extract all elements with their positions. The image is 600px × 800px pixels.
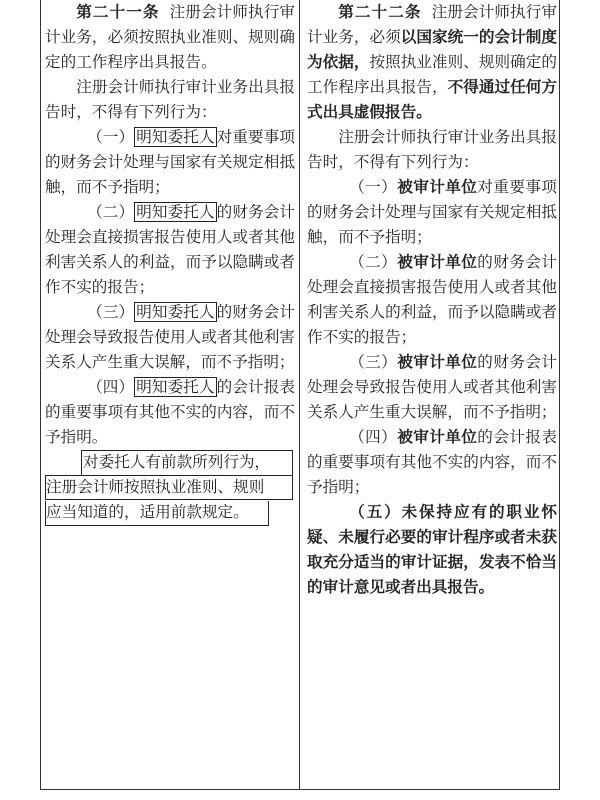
old-article-lead: 注册会计师执行审计业务出具报告时，不得有下列行为： (45, 78, 295, 121)
marked-phrase: 明知委托人 (136, 203, 215, 221)
new-item-1: （一）被审计单位对重要事项的财务会计处理与国家有关规定相抵触，而不予指明； (307, 178, 557, 246)
new-item-5: （五）未保持应有的职业怀疑、未履行必要的审计程序或者未获取充分适当的审计证据，发表不恰当的审计意见或者出具报告。 (307, 503, 557, 596)
changed-subject: 被审计单位 (397, 178, 478, 196)
changed-subject: 被审计单位 (397, 253, 478, 271)
new-item-2: （二）被审计单位的财务会计处理会直接损害报告使用人或者其他利害关系人的利益，而予以隐瞒或者作不实的报告； (307, 253, 557, 346)
marked-phrase: 明知委托人 (136, 378, 215, 396)
old-article-intro: 第二十一条 注册会计师执行审计业务，必须按照执业准则、规则确定的工作程序出具报告。 (45, 3, 295, 71)
old-item-3: （三） 明知委托人 的财务会计处理会导致报告使用人或者其他利害关系人产生重大误解，而不予指明； (45, 303, 295, 371)
new-article-column (307, 0, 557, 600)
comparison-table (40, 0, 560, 790)
old-item-4: （四） 明知委托人 的会计报表的重要事项有其他不实的内容，而不予指明。 (45, 378, 295, 446)
new-item-4: （四）被审计单位的会计报表的重要事项有其他不实的内容，而不予指明； (307, 428, 557, 496)
old-article-heading: 第二十一条 (76, 3, 160, 21)
column-divider (299, 0, 300, 789)
marked-phrase: 明知委托人 (136, 303, 215, 321)
new-article-heading: 第二十二条 (338, 3, 422, 21)
new-article-intro: 第二十二条 注册会计师执行审计业务，必须以国家统一的会计制度为依据，按照执业准则、规则确定的工作程序出具报告，不得通过任何方式出具虚假报告。 (307, 3, 557, 121)
deleted-paragraph: 对委托人有前款所列行为， 注册会计师按照执业准则、规则 应当知道的，适用前款规定。 (45, 450, 295, 525)
changed-subject: 被审计单位 (397, 428, 478, 446)
new-article-lead: 注册会计师执行审计业务出具报告时，不得有下列行为： (307, 128, 557, 171)
marked-phrase: 明知委托人 (136, 128, 215, 146)
old-article-column (45, 0, 295, 525)
old-item-1: （一） 明知委托人 对重要事项的财务会计处理与国家有关规定相抵触，而不予指明； (45, 128, 295, 196)
new-item-3: （三）被审计单位的财务会计处理会导致报告使用人或者其他利害关系人产生重大误解，而不予指明； (307, 353, 557, 421)
changed-subject: 被审计单位 (397, 353, 478, 371)
old-item-2: （二） 明知委托人 的财务会计处理会直接损害报告使用人或者其他利害关系人的利益，而予以隐瞒或者作不实的报告； (45, 203, 295, 296)
